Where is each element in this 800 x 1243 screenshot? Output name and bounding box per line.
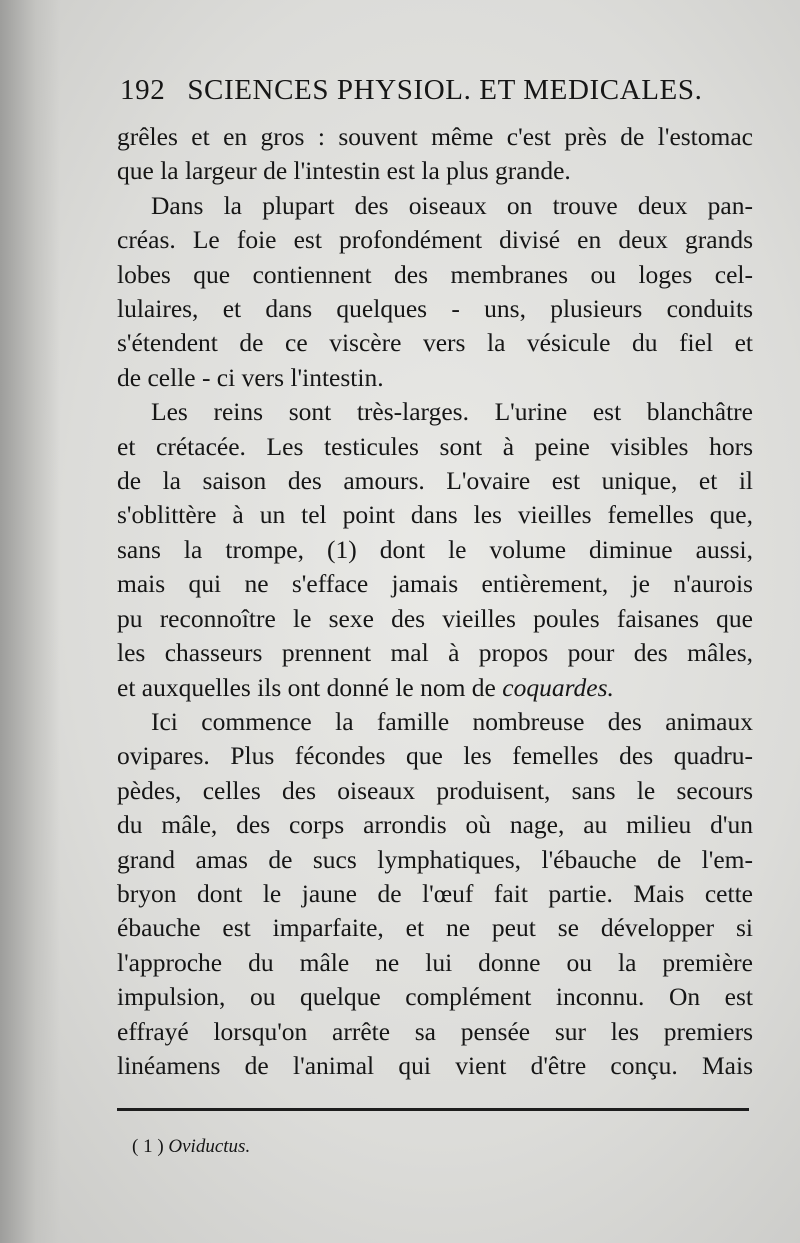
text-line: les chasseurs prennent mal à propos pour des mâles, (117, 638, 753, 668)
text-line: pèdes, celles des oiseaux produisent, sans le secours (117, 775, 753, 805)
text-line: impulsion, ou quelque complément inconnu. On est (117, 982, 753, 1012)
text-line: ovipares. Plus fécondes que les femelles des quadru- (117, 741, 753, 771)
italic-term: coquardes. (502, 672, 614, 702)
text-line: s'étendent de ce viscère vers la vésicule du fiel et (117, 328, 753, 358)
footnote-text: Oviductus. (168, 1136, 251, 1157)
page-gutter-shadow (0, 0, 60, 1243)
running-header (120, 74, 730, 107)
text-line: Les reins sont très-larges. L'urine est blanchâtre (151, 397, 753, 427)
text-line: grand amas de sucs lymphatiques, l'ébauche de l'em- (117, 844, 753, 874)
text-line: lulaires, et dans quelques - uns, plusieurs conduits (117, 294, 753, 324)
text-line: bryon dont le jaune de l'œuf fait partie. Mais cette (117, 878, 753, 908)
page-number: 192 (120, 74, 166, 106)
body-text (117, 120, 753, 1083)
text-line: et crétacée. Les testicules sont à peine visibles hors (117, 431, 753, 461)
text-line: effrayé lorsqu'on arrête sa pensée sur les premiers (117, 1016, 753, 1046)
footnote-divider (117, 1108, 749, 1111)
text-line: créas. Le foie est profondément divisé en deux grands (117, 225, 753, 255)
text-line: lobes que contiennent des membranes ou loges cel- (117, 259, 753, 289)
text-line: grêles et en gros : souvent même c'est près de l'estomac (117, 122, 753, 151)
text-line: pu reconnoître le sexe des vieilles poules faisanes que (117, 603, 753, 633)
text-line: Ici commence la famille nombreuse des animaux (151, 706, 753, 736)
text-line: du mâle, des corps arrondis où nage, au milieu d'un (117, 810, 753, 840)
footnote-marker: ( 1 ) (132, 1136, 164, 1157)
text-line: que la largeur de l'intestin est la plus grande. (117, 156, 571, 186)
text-line: de celle - ci vers l'intestin. (117, 362, 384, 392)
text-line-start: et auxquelles ils ont donné le nom de (117, 672, 496, 702)
paragraph (117, 120, 753, 189)
paragraph (117, 395, 753, 705)
text-line: mais qui ne s'efface jamais entièrement, je n'aurois (117, 569, 753, 599)
paragraph (117, 189, 753, 395)
text-line: linéamens de l'animal qui vient d'être conçu. Mais (117, 1050, 753, 1080)
text-line: l'approche du mâle ne lui donne ou la première (117, 947, 753, 977)
text-line (117, 671, 753, 705)
text-line: Dans la plupart des oiseaux on trouve deux pan- (151, 190, 753, 220)
paragraph (117, 705, 753, 1083)
text-line: s'oblittère à un tel point dans les vieilles femelles que, (117, 500, 753, 530)
running-title: SCIENCES PHYSIOL. ET MEDICALES. (187, 74, 703, 106)
footnote (132, 1136, 250, 1158)
text-line: sans la trompe, (1) dont le volume diminue aussi, (117, 534, 753, 564)
text-line: de la saison des amours. L'ovaire est unique, et il (117, 466, 753, 496)
text-line: ébauche est imparfaite, et ne peut se développer si (117, 913, 753, 943)
